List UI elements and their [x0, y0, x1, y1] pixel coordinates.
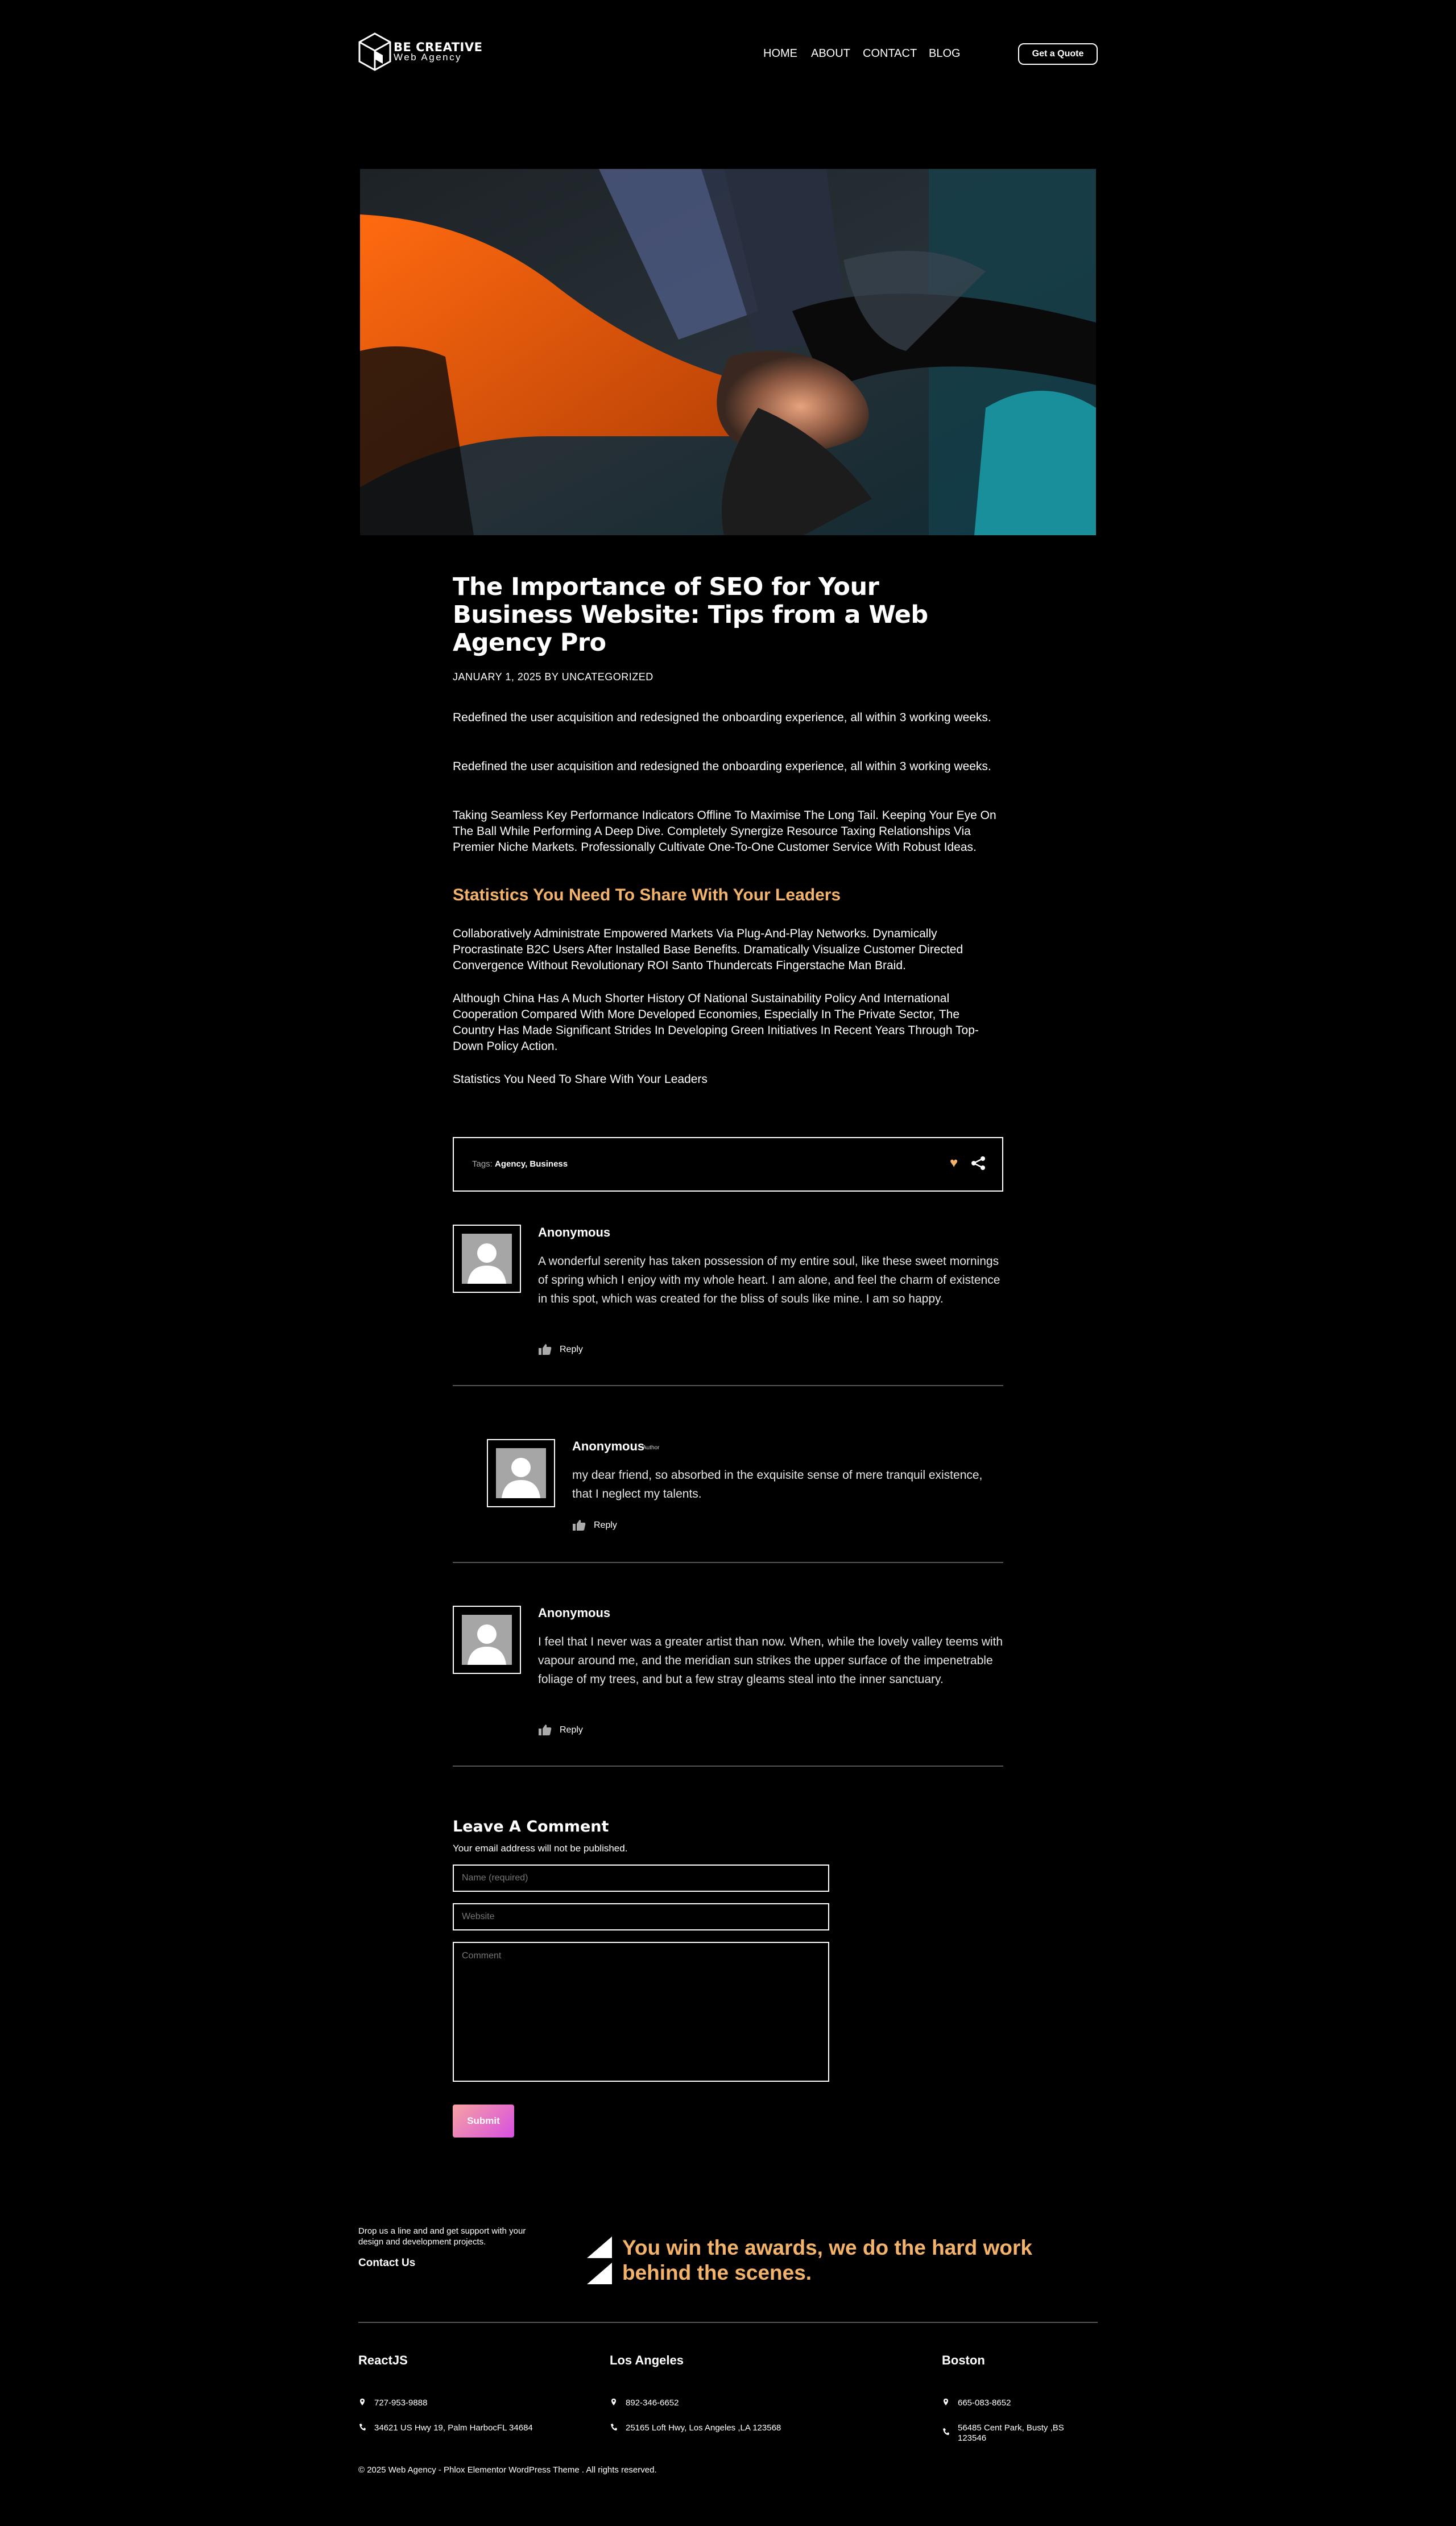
office-city: ReactJS [358, 2353, 408, 2367]
logo-icon[interactable] [357, 32, 392, 72]
thumbs-up-icon[interactable] [538, 1723, 552, 1736]
form-note: Your email address will not be published. [453, 1843, 628, 1854]
post-paragraph: Statistics You Need To Share With Your Leaders [453, 1073, 708, 1086]
office-address: 56485 Cent Park, Busty ,BS 123546 [958, 2423, 1064, 2443]
footer-divider [358, 2322, 1098, 2323]
awards-headline: You win the awards, we do the hard work behind the scenes. [622, 2236, 1032, 2284]
phone-icon [942, 2428, 950, 2436]
post-paragraph: Redefined the user acquisition and redesigned the onboarding experience, all within 3 working weeks. [453, 711, 991, 724]
nav-blog[interactable]: BLOG [929, 47, 961, 60]
office-address: 34621 US Hwy 19, Palm HarbocFL 34684 [374, 2423, 533, 2433]
contact-us-link[interactable]: Contact Us [358, 2257, 416, 2269]
user-silhouette-icon [462, 1234, 512, 1284]
office-phone[interactable]: 892-346-6652 [626, 2398, 679, 2408]
form-heading: Leave A Comment [453, 1818, 609, 1835]
copyright: © 2025 Web Agency - Phlox Elementor WordPress Theme . All rights reserved. [358, 2465, 657, 2475]
location-pin-icon [358, 2398, 366, 2406]
comment-author[interactable]: Anonymous [538, 1606, 611, 1620]
logo-name[interactable]: BE CREATIVE [394, 40, 483, 54]
office-phone[interactable]: 665-083-8652 [958, 2398, 1011, 2408]
divider [453, 1766, 1003, 1767]
post-title: The Importance of SEO for Your Business Website: Tips from a Web Agency Pro [453, 573, 928, 657]
author-badge: Author [643, 1445, 660, 1451]
avatar [453, 1606, 521, 1674]
nav-contact[interactable]: CONTACT [863, 47, 917, 60]
office-city: Boston [942, 2353, 985, 2367]
location-pin-icon [610, 2398, 618, 2406]
tags-links[interactable]: Agency, Business [495, 1159, 568, 1169]
phone-icon [610, 2423, 618, 2431]
location-pin-icon [942, 2398, 950, 2406]
share-icon[interactable] [970, 1155, 986, 1171]
logo-subtitle[interactable]: Web Agency [394, 52, 462, 63]
divider [453, 1562, 1003, 1563]
thumbs-up-icon[interactable] [538, 1343, 552, 1355]
get-quote-button[interactable]: Get a Quote [1018, 43, 1098, 65]
avatar [487, 1439, 555, 1507]
thumbs-up-icon[interactable] [572, 1519, 586, 1531]
avatar [453, 1225, 521, 1293]
comment-text: my dear friend, so absorbed in the exquisite sense of mere tranquil existence, that I neglect my talents. [572, 1469, 983, 1500]
reply-link[interactable]: Reply [560, 1345, 583, 1354]
section-heading: Statistics You Need To Share With Your Leaders [453, 886, 841, 904]
comment-text: I feel that I never was a greater artist than now. When, while the lovely valley teems with vapour around me, and the meridian sun strikes the upper surface of the impenetrable foliage of my trees, and but a few stray gleams steal into the inner sanctuary. [538, 1635, 1003, 1686]
office-phone[interactable]: 727-953-9888 [374, 2398, 428, 2408]
post-paragraph: Collaboratively Administrate Empowered Markets Via Plug-And-Play Networks. Dynamically Procrastinate B2C Users After Installed Base Benefits. Dramatically Visualize Customer Directed Convergence Without Revolutionary ROI Santo Thundercats Fingerstache Man Braid. [453, 927, 963, 972]
post-paragraph: Although China Has A Much Shorter History Of National Sustainability Policy And International Cooperation Compared With More Developed Economies, Especially In The Private Sector, The Country Has Made Significant Strides In Developing Green Initiatives In Recent Years Through Top-Down Policy Action. [453, 992, 979, 1053]
nav-about[interactable]: ABOUT [811, 47, 850, 60]
office-city: Los Angeles [610, 2353, 684, 2367]
reply-link[interactable]: Reply [594, 1520, 617, 1530]
heart-icon[interactable]: ♥ [950, 1155, 958, 1171]
hero-image [360, 169, 1096, 535]
submit-button[interactable]: Submit [453, 2105, 514, 2138]
nav-home[interactable]: HOME [763, 47, 797, 60]
comment-author[interactable]: Anonymous [538, 1225, 611, 1239]
post-paragraph: Taking Seamless Key Performance Indicators Offline To Maximise The Long Tail. Keeping Your Eye On The Ball While Performing A Deep Dive. Completely Synergize Resource Taxing Relationships Via Premier Niche Markets. Professionally Cultivate One-To-One Customer Service With Robust Ideas. [453, 809, 996, 854]
phone-icon [358, 2423, 366, 2431]
user-silhouette-icon [462, 1615, 512, 1665]
reply-link[interactable]: Reply [560, 1725, 583, 1735]
name-field[interactable] [453, 1864, 829, 1892]
post-meta: JANUARY 1, 2025 BY UNCATEGORIZED [453, 671, 653, 683]
tags-box [453, 1137, 1003, 1192]
footer-tagline: Drop us a line and and get support with your design and development projects. [358, 2226, 526, 2247]
website-field[interactable] [453, 1903, 829, 1930]
comment-author[interactable]: Anonymous [572, 1439, 645, 1453]
office-address: 25165 Loft Hwy, Los Angeles ,LA 123568 [626, 2423, 781, 2433]
user-silhouette-icon [496, 1448, 546, 1498]
comment-field[interactable] [453, 1942, 829, 2082]
comment-text: A wonderful serenity has taken possession of my entire soul, like these sweet mornings of spring which I enjoy with my whole heart. I am alone, and feel the charm of existence in this spot, which was created for the bliss of souls like mine. I am so happy. [538, 1255, 1000, 1305]
brand-triangles-icon [587, 2236, 612, 2284]
tags-label: Tags: [472, 1159, 493, 1169]
divider [453, 1385, 1003, 1386]
post-paragraph: Redefined the user acquisition and redesigned the onboarding experience, all within 3 working weeks. [453, 760, 991, 773]
